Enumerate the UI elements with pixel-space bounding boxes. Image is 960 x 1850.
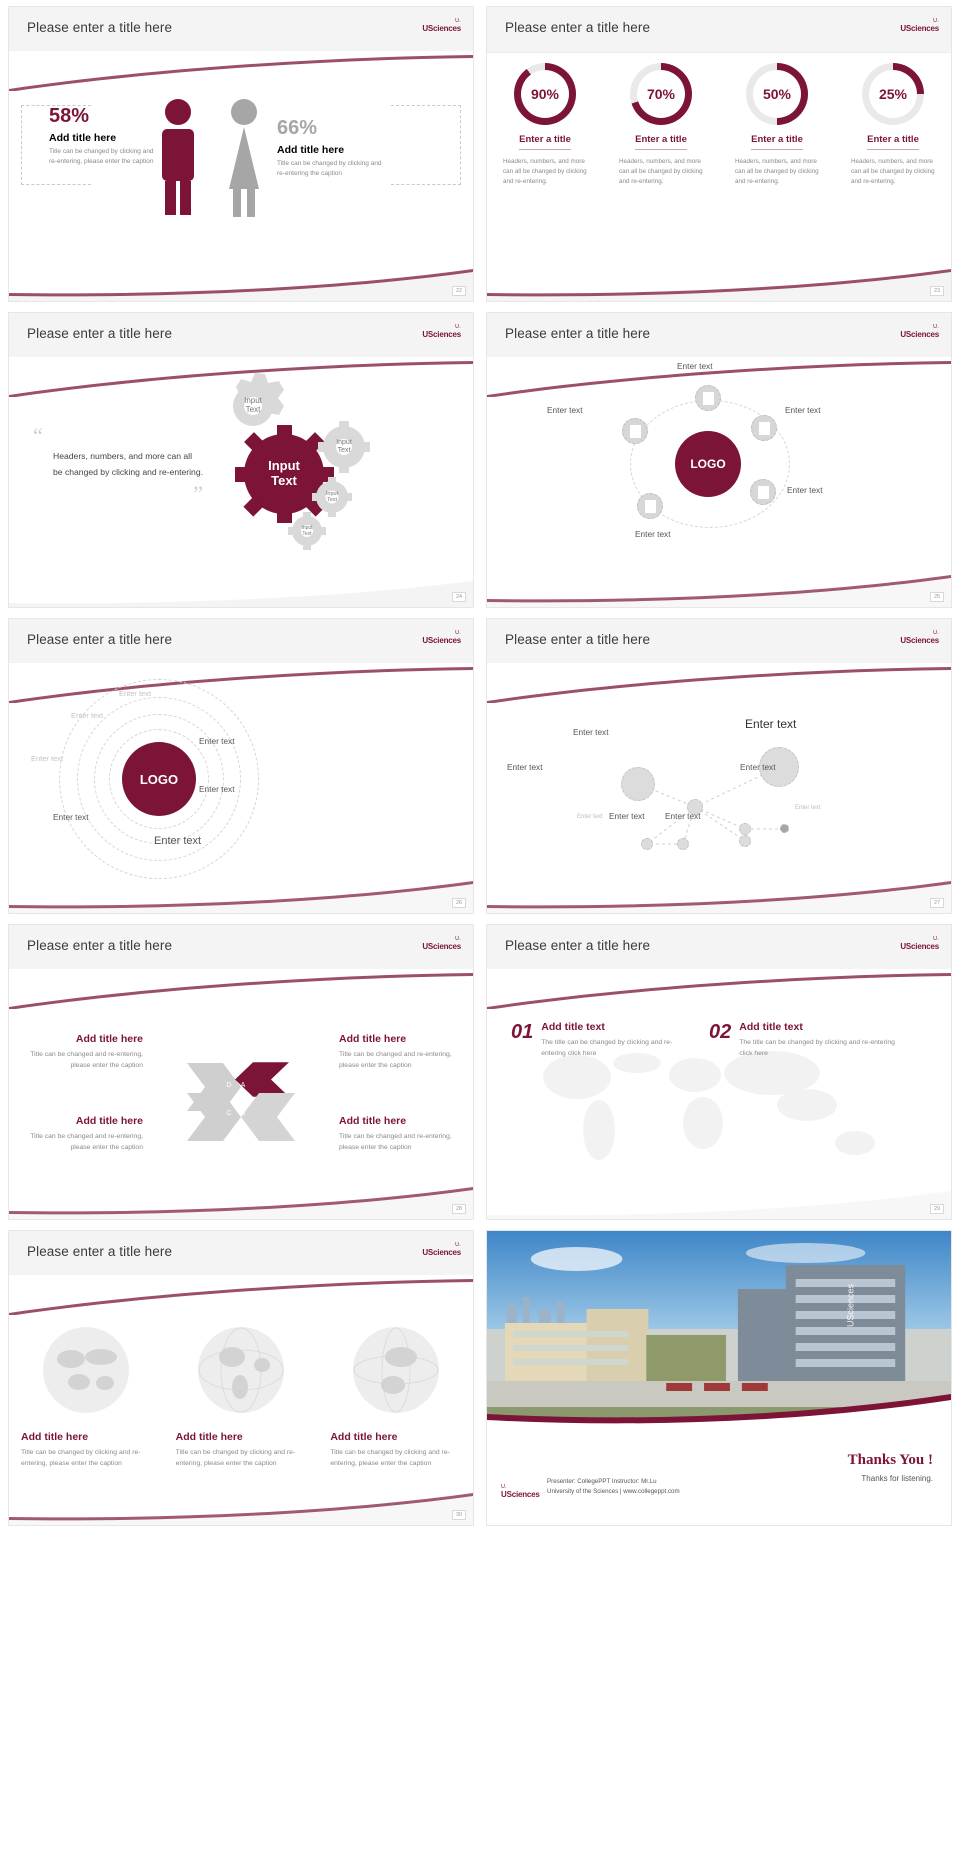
concentric-label-7: Enter text [154, 835, 202, 847]
slide-title: Please enter a title here [27, 632, 173, 647]
presenter-line-1: Presenter: CollegePPT Instructor: Mr.Lu [547, 1478, 657, 1486]
hub-label-left: Enter text [547, 405, 583, 415]
globe-icon-1 [43, 1327, 129, 1413]
donut-50-value: 50% [753, 70, 801, 118]
usciences-logo [422, 631, 461, 645]
svg-text:D: D [226, 1082, 232, 1089]
quote-open-icon: “ [33, 423, 43, 448]
donut-item-4 [835, 63, 951, 188]
usciences-logo [422, 19, 461, 33]
logo-line2: USciences [900, 635, 939, 645]
swoosh-decoration-bottom [487, 873, 951, 913]
swoosh-decoration-bottom [9, 873, 473, 913]
hub-label-top: Enter text [677, 361, 713, 371]
hub-node-right [751, 415, 777, 441]
donut-90 [514, 63, 576, 125]
arrow-body-1: Title can be changed and re-entering, please enter the caption [30, 1051, 143, 1070]
donut-item-3 [719, 63, 835, 188]
hub-label-bottom-left: Enter text [635, 529, 671, 539]
globe-item-2 [164, 1327, 319, 1469]
svg-text:Input: Input [336, 439, 352, 446]
slide-28[interactable] [8, 924, 474, 1220]
page-number: 25 [930, 592, 944, 602]
concentric-label-4: Enter text [199, 736, 235, 746]
hub-node-bottom-right [750, 479, 776, 505]
swoosh-decoration-top [9, 969, 473, 1009]
slide-title: Please enter a title here [27, 938, 173, 953]
numbered-item-2 [709, 1021, 899, 1059]
donut-1-body: Headers, numbers, and more can all be changed by clicking and re-entering. [503, 158, 587, 186]
logo-line1: U. [455, 1242, 461, 1248]
campus-photo [487, 1231, 951, 1427]
logo-line2: USciences [422, 23, 461, 33]
arrow-text-top-left [23, 1033, 143, 1071]
quote-text: Headers, numbers, and more can all be changed by clicking and re-entering. [53, 451, 204, 477]
node-small-4 [641, 838, 653, 850]
donut-3-label: Enter a title [751, 134, 803, 150]
usciences-logo [900, 19, 939, 33]
slide-27[interactable] [486, 618, 952, 914]
logo-line2: USciences [501, 1489, 540, 1499]
building-icon [758, 486, 769, 499]
slide-25[interactable] [486, 312, 952, 608]
logo-line2: USciences [422, 1247, 461, 1257]
svg-text:Input: Input [244, 396, 262, 405]
number-02: 02 [709, 1021, 732, 1043]
usciences-logo-footer [501, 1485, 540, 1499]
logo-line1: U. [455, 18, 461, 24]
slide-title: Please enter a title here [505, 326, 651, 341]
hub-label-bottom-right: Enter text [787, 485, 823, 495]
building-icon [759, 422, 770, 435]
slide-23[interactable] [486, 6, 952, 302]
logo-line1: U. [455, 324, 461, 330]
donut-90-value: 90% [521, 70, 569, 118]
numbered-item-1 [511, 1021, 691, 1059]
swoosh-decoration-bottom [9, 261, 473, 301]
donut-50 [746, 63, 808, 125]
usciences-logo [900, 631, 939, 645]
svg-text:Input: Input [325, 491, 339, 497]
building-icon [645, 500, 656, 513]
node-small-3 [739, 835, 751, 847]
concentric-label-6: Enter text [53, 812, 89, 822]
logo-line2: USciences [422, 635, 461, 645]
slide-title: Please enter a title here [27, 20, 173, 35]
usciences-logo [422, 1243, 461, 1257]
slide-26[interactable] [8, 618, 474, 914]
swoosh-decoration-top [487, 969, 951, 1009]
arrow-text-top-right [339, 1033, 459, 1071]
donut-4-label: Enter a title [867, 134, 919, 150]
donut-2-label: Enter a title [635, 134, 687, 150]
female-text-block [277, 117, 387, 179]
donut-1-label: Enter a title [519, 134, 571, 150]
male-percent: 58% [49, 105, 90, 127]
slide-29[interactable] [486, 924, 952, 1220]
hub-node-bottom-left [637, 493, 663, 519]
globe-icon-3 [353, 1327, 439, 1413]
node-label-2: Enter text [507, 762, 543, 772]
arrow-body-2: Title can be changed and re-entering, please enter the caption [339, 1051, 452, 1070]
gear-cluster [189, 369, 374, 559]
globe-body-3: Title can be changed by clicking and re-entering, please enter the caption [330, 1449, 450, 1468]
quote-block [33, 423, 203, 507]
slide-30[interactable] [8, 1230, 474, 1526]
male-figure-icon [155, 97, 201, 217]
thanks-title: Thanks You ! [847, 1452, 933, 1468]
presenter-line-2: University of the Sciences | www.collegeppt.com [547, 1488, 680, 1496]
swoosh-decoration-bottom [487, 1179, 951, 1219]
thanks-block [848, 1452, 933, 1483]
number-01-body: The title can be changed by clicking and re-entering click here [541, 1039, 673, 1058]
logo-line1: U. [933, 324, 939, 330]
hub-center-logo [675, 431, 741, 497]
donut-item-1 [487, 63, 603, 188]
node-small-1 [739, 823, 751, 835]
thanks-subtitle: Thanks for listening. [861, 1474, 933, 1483]
donut-4-body: Headers, numbers, and more can all be changed by clicking and re-entering. [851, 158, 935, 186]
concentric-label-3: Enter text [31, 754, 64, 763]
donut-25 [862, 63, 924, 125]
swoosh-decoration-bottom [487, 261, 951, 301]
node-label-6: Enter text [740, 762, 776, 772]
building-icon [630, 425, 641, 438]
page-number: 29 [930, 1204, 944, 1214]
logo-line2: USciences [900, 329, 939, 339]
logo-line1: U. [501, 1483, 507, 1490]
concentric-center-logo [122, 742, 196, 816]
donut-item-2 [603, 63, 719, 188]
globe-icon-2 [198, 1327, 284, 1413]
arrow-heading-4: Add title here [339, 1115, 407, 1127]
male-text-block [49, 105, 159, 167]
hub-node-top [695, 385, 721, 411]
concentric-label-1: Enter text [119, 689, 152, 698]
svg-text:Text: Text [326, 497, 338, 503]
page-number: 24 [452, 592, 466, 602]
logo-line1: U. [455, 936, 461, 942]
slide-title: Please enter a title here [27, 326, 173, 341]
globe-body-2: Title can be changed by clicking and re-entering, please enter the caption [175, 1449, 296, 1468]
slide-title: Please enter a title here [505, 632, 651, 647]
node-label-7: Enter text [795, 805, 821, 811]
swoosh-decoration-bottom [9, 1485, 473, 1525]
svg-text:Text: Text [245, 405, 261, 414]
arrow-text-bottom-right [339, 1115, 459, 1153]
number-02-heading: Add title text [739, 1021, 803, 1033]
globe-item-1 [9, 1327, 164, 1469]
arrow-heading-2: Add title here [339, 1033, 407, 1045]
female-percent: 66% [277, 117, 318, 139]
donut-70 [630, 63, 692, 125]
hub-center-label: LOGO [690, 457, 726, 471]
slide-24[interactable] [8, 312, 474, 608]
donut-3-body: Headers, numbers, and more can all be changed by clicking and re-entering. [735, 158, 819, 186]
donut-70-value: 70% [637, 70, 685, 118]
hub-label-right: Enter text [785, 405, 821, 415]
usciences-logo [422, 937, 461, 951]
swoosh-decoration-top [9, 1275, 473, 1315]
logo-line1: U. [455, 630, 461, 636]
female-figure-icon [219, 97, 269, 217]
logo-line2: USciences [900, 941, 939, 951]
swoosh-decoration-bottom [9, 567, 473, 607]
node-label-5: Enter text [665, 811, 701, 821]
svg-text:Input: Input [268, 458, 300, 473]
swoosh-decoration-bottom [487, 567, 951, 607]
svg-text:C: C [226, 1110, 232, 1117]
page-number: 30 [452, 1510, 466, 1520]
logo-line1: U. [933, 18, 939, 24]
usciences-logo [900, 937, 939, 951]
page-number: 22 [452, 286, 466, 296]
node-label-3: Enter text [577, 814, 603, 820]
logo-line1: U. [933, 936, 939, 942]
svg-text:A: A [240, 1082, 246, 1089]
building-icon [703, 392, 714, 405]
globe-row [9, 1327, 473, 1469]
concentric-label-5: Enter text [199, 784, 235, 794]
arrow-text-bottom-left [23, 1115, 143, 1153]
usciences-logo [422, 325, 461, 339]
slide-22[interactable] [8, 6, 474, 302]
arrow-heading-1: Add title here [75, 1033, 143, 1045]
node-label-4: Enter text [609, 811, 645, 821]
globe-heading-3: Add title here [330, 1431, 398, 1443]
svg-text:B: B [240, 1110, 246, 1117]
node-label-big: Enter text [745, 717, 797, 731]
globe-item-3 [318, 1327, 473, 1469]
svg-text:Input: Input [301, 525, 313, 531]
svg-text:USciences: USciences [845, 1284, 856, 1327]
svg-text:Text: Text [337, 447, 351, 454]
logo-line2: USciences [422, 941, 461, 951]
female-body: Title can be changed by clicking and re-entering the caption [277, 160, 382, 177]
concentric-center-label: LOGO [139, 771, 179, 787]
page-number: 26 [452, 898, 466, 908]
presenter-info [547, 1477, 680, 1497]
four-arrows-diagram [181, 1057, 301, 1147]
slide-title: Please enter a title here [27, 1244, 173, 1259]
swoosh-decoration-bottom [9, 1179, 473, 1219]
right-dashed-bracket [391, 105, 461, 185]
arrow-body-3: Title can be changed and re-entering, please enter the caption [30, 1133, 143, 1152]
donut-25-value: 25% [869, 70, 917, 118]
node-small-2 [677, 838, 689, 850]
svg-text:Text: Text [271, 473, 297, 488]
globe-body-1: Title can be changed by clicking and re-entering, please enter the caption [21, 1449, 141, 1468]
donut-2-body: Headers, numbers, and more can all be changed by clicking and re-entering. [619, 158, 703, 186]
globe-heading-1: Add title here [21, 1431, 89, 1443]
male-heading: Add title here [49, 132, 117, 144]
arrow-heading-3: Add title here [75, 1115, 143, 1127]
globe-heading-2: Add title here [175, 1431, 243, 1443]
page-number: 28 [452, 1204, 466, 1214]
page-number: 23 [930, 286, 944, 296]
hub-node-left [622, 418, 648, 444]
logo-line2: USciences [422, 329, 461, 339]
number-01-heading: Add title text [541, 1021, 605, 1033]
male-body: Title can be changed by clicking and re-entering, please enter the caption [49, 148, 154, 165]
node-mid [621, 767, 655, 801]
concentric-label-2: Enter text [71, 711, 104, 720]
slide-title: Please enter a title here [505, 20, 651, 35]
number-02-body: The title can be changed by clicking and re-entering click here [739, 1039, 895, 1058]
number-01: 01 [511, 1021, 534, 1043]
page-number: 27 [930, 898, 944, 908]
quote-close-icon: ” [193, 480, 203, 506]
slide-title: Please enter a title here [505, 938, 651, 953]
svg-text:Text: Text [302, 531, 312, 537]
donut-chart-row [487, 63, 951, 188]
logo-line2: USciences [900, 23, 939, 33]
node-small-5 [780, 824, 789, 833]
usciences-logo [900, 325, 939, 339]
node-label-1: Enter text [573, 727, 609, 737]
slide-closing[interactable] [486, 1230, 952, 1526]
arrow-body-4: Title can be changed and re-entering, please enter the caption [339, 1133, 452, 1152]
female-heading: Add title here [277, 144, 345, 156]
logo-line1: U. [933, 630, 939, 636]
